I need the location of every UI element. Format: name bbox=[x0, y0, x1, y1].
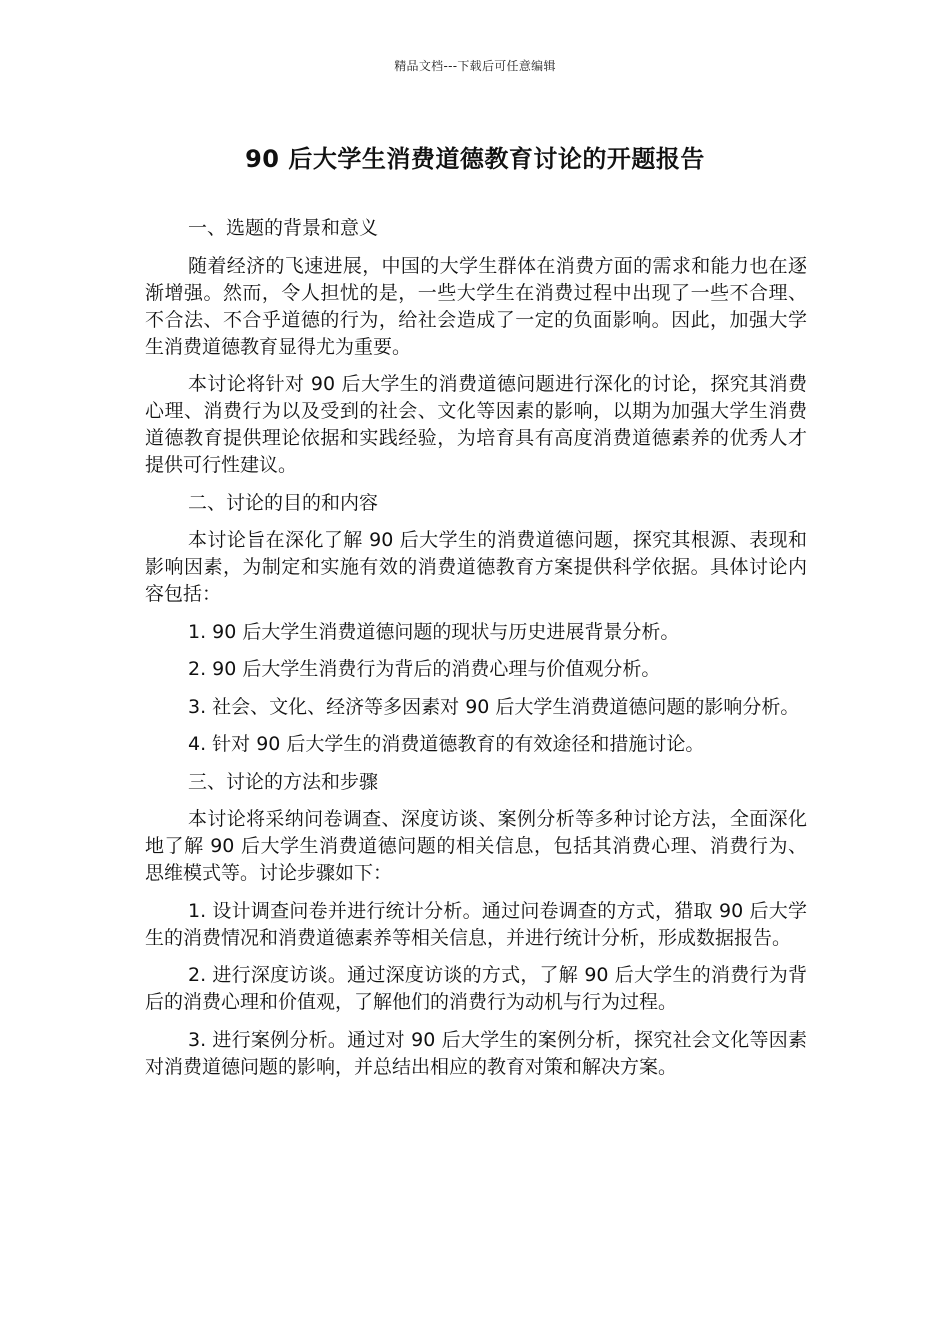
list-item: 2. 进行深度访谈。通过深度访谈的方式，了解 90 后大学生的消费行为背后的消费心理和价值观，了解他们的消费行为动机与行为过程。 bbox=[145, 964, 807, 1013]
list-item: 1. 设计调查问卷并进行统计分析。通过问卷调查的方式，猎取 90 后大学生的消费情况和消费道德素养等相关信息，并进行统计分析，形成数据报告。 bbox=[145, 899, 807, 949]
section-heading-purpose: 二、讨论的目的和内容 bbox=[188, 491, 379, 514]
body-paragraph: 本讨论旨在深化了解 90 后大学生的消费道德问题，探究其根源、表现和影响因素，为制定和实施有效的消费道德教育方案提供科学依据。具体讨论内容包括： bbox=[145, 529, 807, 605]
document-title: 90 后大学生消费道德教育讨论的开题报告 bbox=[245, 145, 705, 173]
list-item: 4. 针对 90 后大学生的消费道德教育的有效途径和措施讨论。 bbox=[188, 733, 705, 755]
section-heading-methods: 三、讨论的方法和步骤 bbox=[188, 770, 379, 793]
body-paragraph: 随着经济的飞速进展，中国的大学生群体在消费方面的需求和能力也在逐渐增强。然而，令人担忧的是，一些大学生在消费过程中出现了一些不合理、不合法、不合乎道德的行为，给社会造成了一定的负面影响。因此，加强大学生消费道德教育显得尤为重要。 bbox=[145, 254, 807, 358]
header-note: 精品文档---下载后可任意编辑 bbox=[394, 59, 556, 73]
body-paragraph: 本讨论将采纳问卷调查、深度访谈、案例分析等多种讨论方法，全面深化地了解 90 后大学生消费道德问题的相关信息，包括其消费心理、消费行为、思维模式等。讨论步骤如下： bbox=[145, 808, 807, 884]
list-item: 2. 90 后大学生消费行为背后的消费心理与价值观分析。 bbox=[188, 658, 661, 680]
body-paragraph: 本讨论将针对 90 后大学生的消费道德问题进行深化的讨论，探究其消费心理、消费行为以及受到的社会、文化等因素的影响，以期为加强大学生消费道德教育提供理论依据和实践经验，为培育具有高度消费道德素养的优秀人才提供可行性建议。 bbox=[145, 373, 807, 476]
list-item: 1. 90 后大学生消费道德问题的现状与历史进展背景分析。 bbox=[188, 620, 680, 643]
document-body bbox=[145, 215, 807, 1091]
list-item: 3. 社会、文化、经济等多因素对 90 后大学生消费道德问题的影响分析。 bbox=[188, 695, 800, 718]
list-item: 3. 进行案例分析。通过对 90 后大学生的案例分析，探究社会文化等因素对消费道德问题的影响，并总结出相应的教育对策和解决方案。 bbox=[145, 1028, 807, 1078]
section-heading-background: 一、选题的背景和意义 bbox=[188, 217, 379, 239]
